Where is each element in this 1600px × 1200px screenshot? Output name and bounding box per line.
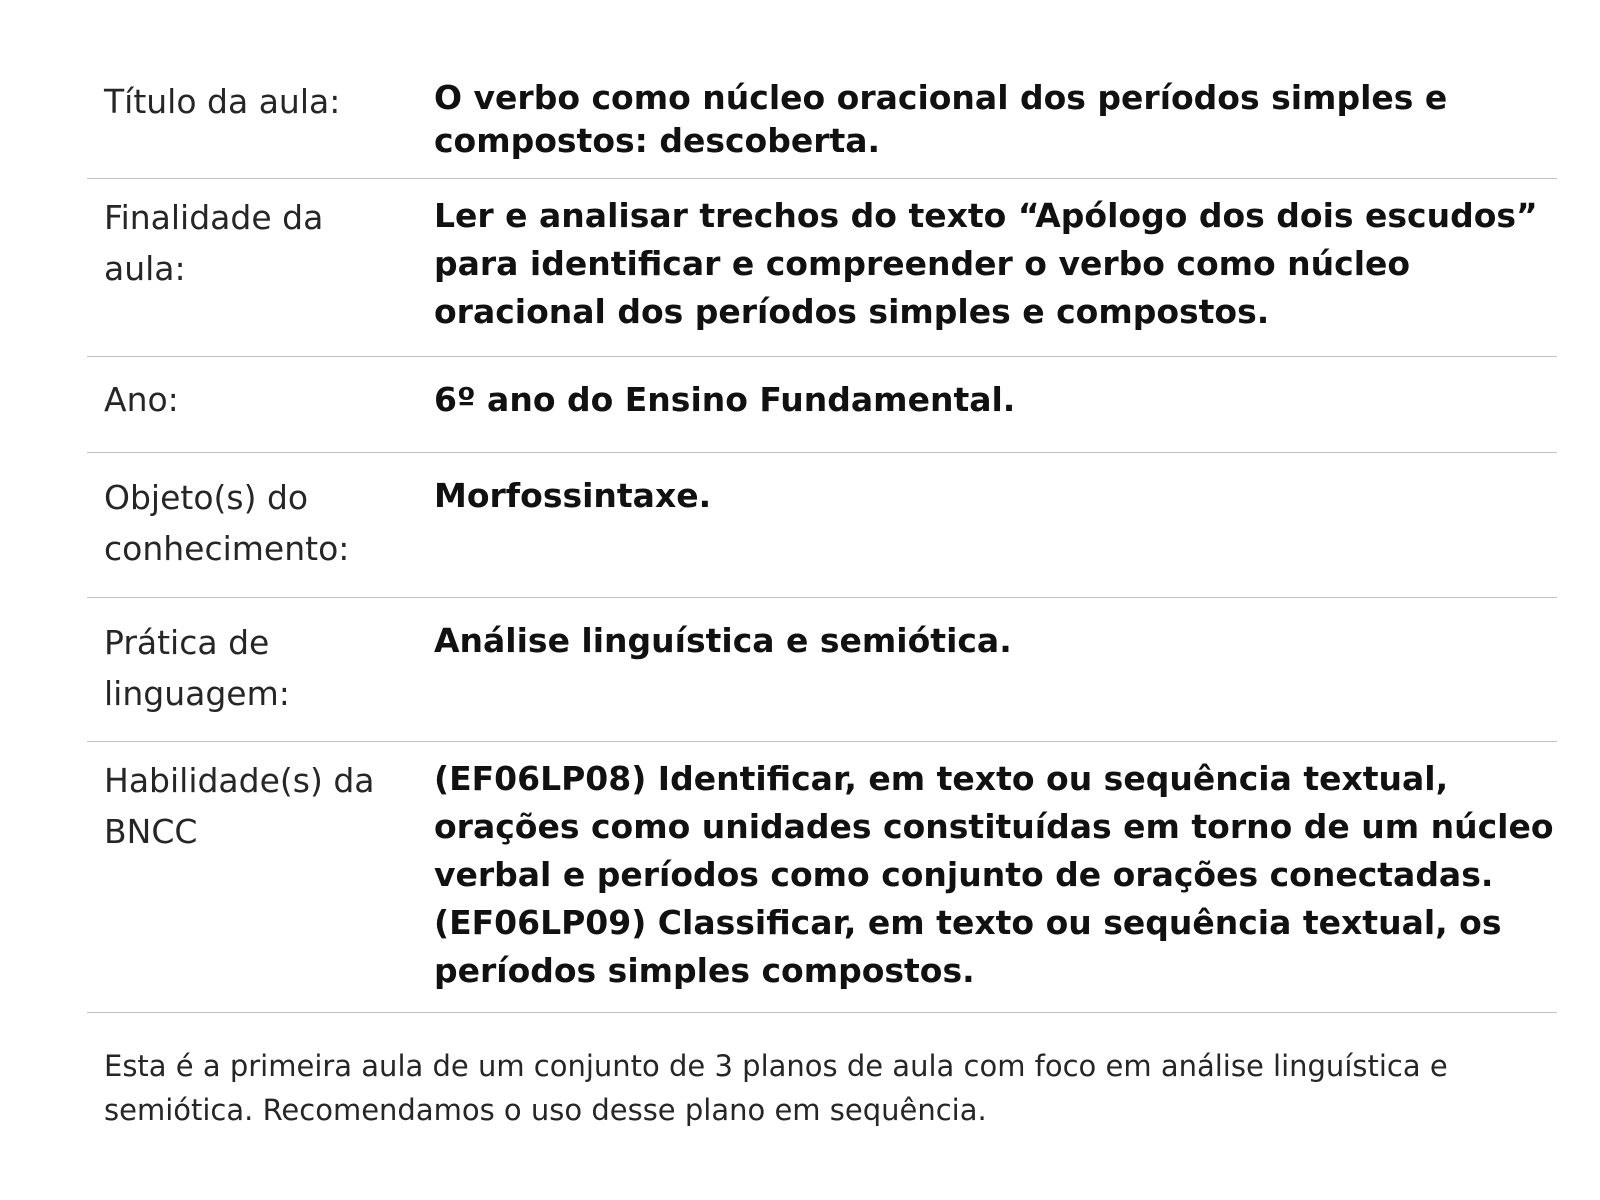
label-titulo: Título da aula: xyxy=(104,82,341,121)
value-ano: 6º ano do Ensino Fundamental. xyxy=(434,380,1016,419)
row-habilidade xyxy=(87,742,1557,1013)
row-finalidade xyxy=(87,179,1557,357)
label-objeto: Objeto(s) do conhecimento: xyxy=(104,478,350,568)
value-habilidade: (EF06LP08) Identificar, em texto ou sequência textual, orações como unidades constituídas em torno de um núcleo verbal e períodos como conjunto de orações conectadas. (EF06LP09) Classificar, em texto ou sequência textual, os períodos simples compostos. xyxy=(434,759,1554,990)
label-finalidade: Finalidade da aula: xyxy=(104,198,324,288)
value-finalidade: Ler e analisar trechos do texto “Apólogo dos dois escudos” para identificar e compreender o verbo como núcleo oracional dos períodos simples e compostos. xyxy=(434,196,1538,331)
label-pratica: Prática de linguagem: xyxy=(104,623,290,713)
sequence-note: Esta é a primeira aula de um conjunto de 3 planos de aula com foco em análise linguística e semiótica. Recomendamos o uso desse plano em sequência. xyxy=(104,1049,1448,1127)
row-pratica xyxy=(87,598,1557,742)
value-titulo: O verbo como núcleo oracional dos períodos simples e compostos: descoberta. xyxy=(434,78,1448,160)
label-ano: Ano: xyxy=(104,380,179,419)
row-ano xyxy=(87,357,1557,453)
row-objeto xyxy=(87,453,1557,598)
value-objeto: Morfossintaxe. xyxy=(434,476,712,515)
lesson-info-table xyxy=(87,66,1557,1013)
row-titulo xyxy=(87,66,1557,179)
value-pratica: Análise linguística e semiótica. xyxy=(434,621,1012,660)
label-habilidade: Habilidade(s) da BNCC xyxy=(104,761,375,851)
